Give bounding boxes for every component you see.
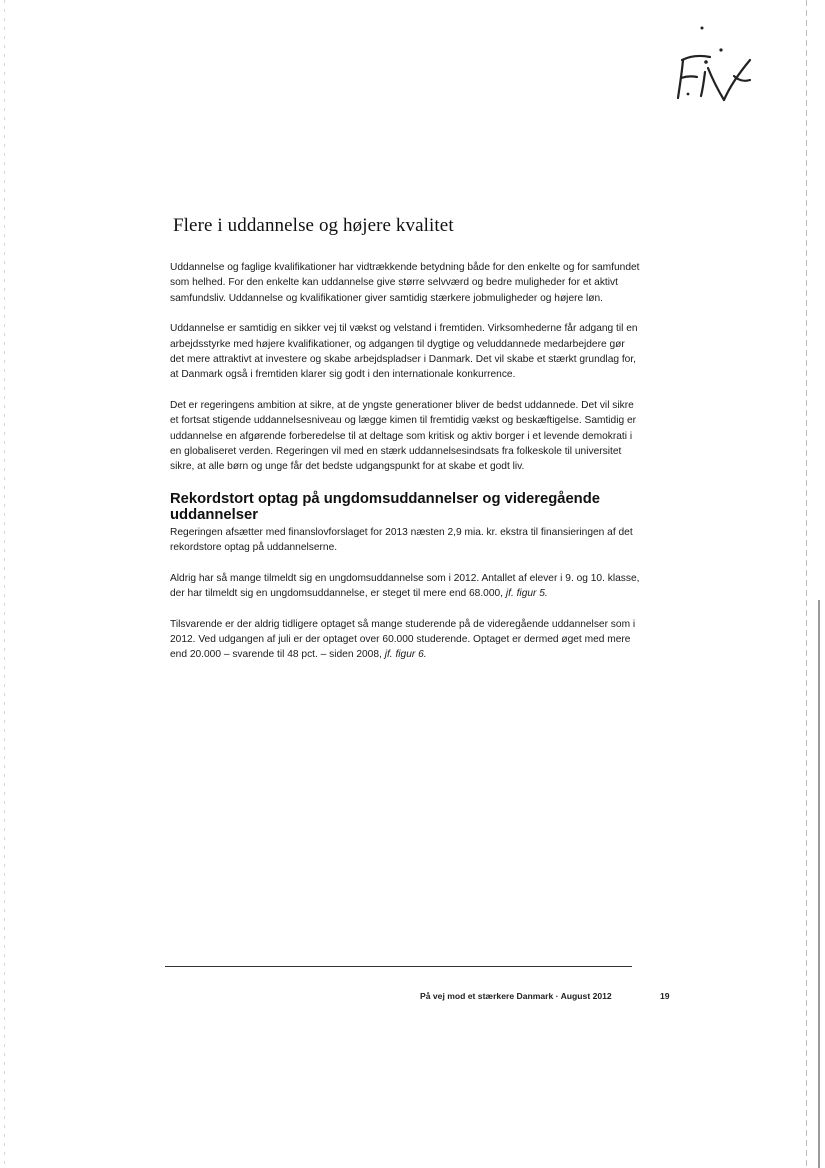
- handwritten-initials-icon: [668, 20, 768, 110]
- section-heading: Rekordstort optag på ungdomsuddannelser og videregående uddannelser: [170, 490, 600, 523]
- scan-edge-right-margin: [818, 600, 820, 1168]
- footer-publication-title: På vej mod et stærkere Danmark · August 2012: [420, 991, 612, 1001]
- scan-edge-left: [4, 0, 5, 1168]
- figure-5-reference: jf. figur 5.: [505, 588, 548, 600]
- section-paragraph-3-text: Tilsvarende er der aldrig tidligere optaget så mange studerende på de videregående uddannelser som i 2012. Ved udgangen af juli er der optaget over 60.000 studerende. Optaget er dermed øget med mere end 20.000 – svarende til 48 pct. – siden 2008,: [170, 618, 636, 661]
- page-title: Flere i uddannelse og højere kvalitet: [173, 215, 454, 236]
- document-body: [170, 215, 640, 678]
- figure-6-reference: jf. figur 6.: [384, 649, 427, 661]
- intro-paragraph-2: Uddannelse er samtidig en sikker vej til vækst og velstand i fremtiden. Virksomhederne får adgang til en arbejdsstyrke med højere kvalifikationer, og adgangen til dygtige og veluddannede medarbejdere gør det mere attraktivt at investere og skabe arbejdspladser i Danmark. Det vil skabe et stærkt grundlag for, at Danmark også i fremtiden klarer sig godt i den internationale konkurrence.: [170, 323, 638, 381]
- footer-divider: [165, 966, 632, 967]
- section-paragraph-2-text: Aldrig har så mange tilmeldt sig en ungdomsuddannelse som i 2012. Antallet af elever i 9. og 10. klasse, der har tilmeldt sig en ungdomsuddannelse, er steget til mere end 68.000,: [170, 572, 640, 600]
- section-paragraph-2: [170, 571, 640, 602]
- intro-paragraph-1: Uddannelse og faglige kvalifikationer har vidtrækkende betydning både for den enkelte og for samfundet som helhed. For den enkelte kan uddannelse give større selvværd og bedre muligheder for et aktivt samfundsliv. Uddannelse og kvalifikationer giver samtidig stærkere jobmuligheder og højere løn.: [170, 262, 640, 304]
- page-number: 19: [660, 991, 670, 1001]
- section-paragraph-3: [170, 617, 640, 663]
- section-paragraph-1: Regeringen afsætter med finanslovforslaget for 2013 næsten 2,9 mia. kr. ekstra til finansieringen af det rekordstore optag på uddannelserne.: [170, 526, 633, 554]
- intro-paragraph-3: Det er regeringens ambition at sikre, at de yngste generationer bliver de bedst uddannede. Det vil sikre et fortsat stigende uddannelsesniveau og lægge kimen til fremtidig vækst og beskæftigelse. Samtidig er uddannelse en afgørende forberedelse til at deltage som kritisk og aktiv borger i et levende demokrati i en globaliseret verden. Regeringen vil med en stærk uddannelsesindsats fra folkeskole til universitet sikre, at alle børn og unge får det bedste udgangspunkt for at skabe et godt liv.: [170, 399, 637, 473]
- scan-edge-right: [806, 0, 807, 1168]
